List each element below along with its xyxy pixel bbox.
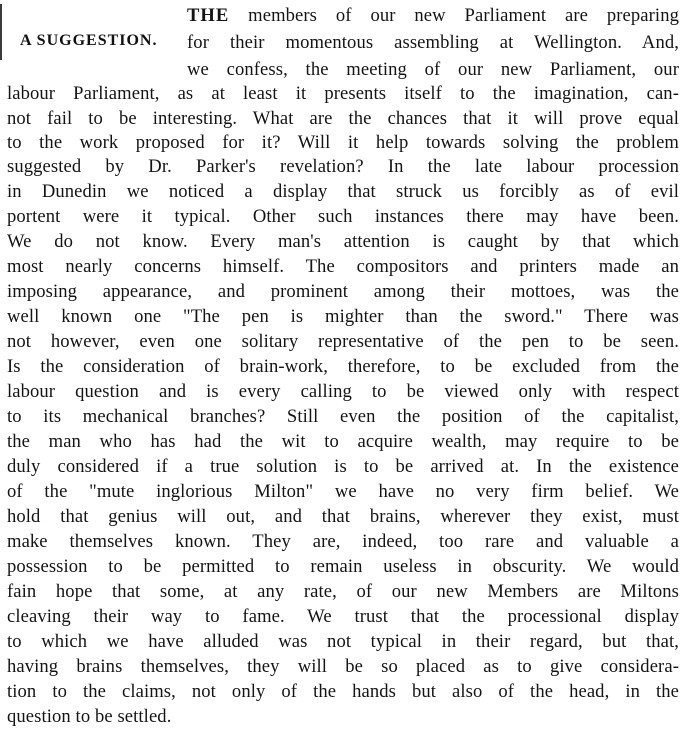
article-line: possession to be permitted to remain useless in obscurity. We would bbox=[7, 556, 679, 577]
article-line: fain hope that some, at any rate, of our new Members are Miltons bbox=[7, 581, 679, 602]
side-heading: A SUGGESTION. bbox=[20, 32, 158, 49]
article-line: duly considered if a true solution is to be arrived at. In the existence bbox=[7, 456, 679, 477]
article-line: to which we have alluded was not typical in their regard, but that, bbox=[7, 631, 679, 652]
article-line: cleaving their way to fame. We trust that the processional display bbox=[7, 606, 679, 627]
column-rule bbox=[0, 4, 2, 60]
article-line: we confess, the meeting of our new Parliament, our bbox=[187, 59, 679, 80]
article-line: most nearly concerns himself. The compositors and printers made an bbox=[7, 256, 679, 277]
article-line: in Dunedin we noticed a display that struck us forcibly as of evil bbox=[7, 181, 679, 202]
article-line: portent were it typical. Other such instances there may have been. bbox=[7, 206, 679, 227]
article-line: make themselves known. They are, indeed, too rare and valuable a bbox=[7, 531, 679, 552]
article-line: imposing appearance, and prominent among their mottoes, was the bbox=[7, 281, 679, 302]
article-line bbox=[187, 4, 679, 28]
article-line: not however, even one solitary representative of the pen to be seen. bbox=[7, 331, 679, 352]
article-line: hold that genius will out, and that brains, wherever they exist, must bbox=[7, 506, 679, 527]
article-line: not fail to be interesting. What are the chances that it will prove equal bbox=[7, 108, 679, 129]
article-line: to its mechanical branches? Still even the position of the capitalist, bbox=[7, 406, 679, 427]
lead-word: THE bbox=[187, 5, 230, 26]
article-line: labour question and is every calling to be viewed only with respect bbox=[7, 381, 679, 402]
article-line-text: members of our new Parliament are preparing bbox=[248, 5, 679, 26]
article-line: the man who has had the wit to acquire wealth, may require to be bbox=[7, 431, 679, 452]
article-line: question to be settled. bbox=[7, 706, 172, 727]
article-line: We do not know. Every man's attention is caught by that which bbox=[7, 231, 679, 252]
article-line: suggested by Dr. Parker's revelation? In the late labour procession bbox=[7, 156, 679, 177]
article-line: well known one "The pen is mighter than the sword." There was bbox=[7, 306, 679, 327]
article-line: labour Parliament, as at least it presents itself to the imagination, can- bbox=[7, 83, 679, 104]
article-line: of the "mute inglorious Milton" we have no very firm belief. We bbox=[7, 481, 679, 502]
article-line: having brains themselves, they will be so placed as to give considera- bbox=[7, 656, 679, 677]
article-line: for their momentous assembling at Wellington. And, bbox=[187, 32, 679, 53]
article-line: Is the consideration of brain-work, therefore, to be excluded from the bbox=[7, 356, 679, 377]
article-line: to the work proposed for it? Will it help towards solving the problem bbox=[7, 132, 679, 153]
article-line: tion to the claims, not only of the hands but also of the head, in the bbox=[7, 681, 679, 702]
